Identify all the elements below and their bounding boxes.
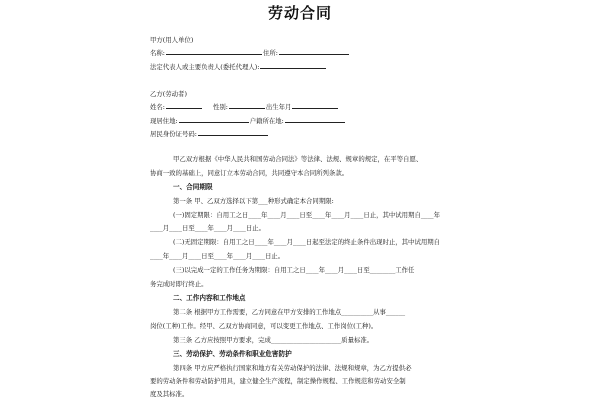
article-2-line-2: 岗位(工种)工作。经甲、乙双方协商同意，可以变更工作地点、工作岗位(工种)。 <box>150 322 378 330</box>
party-b-name-blank <box>166 102 202 109</box>
document-title: 劳动合同 <box>267 4 332 22</box>
party-a-name-blank <box>166 48 262 55</box>
party-b-id-blank <box>198 129 268 136</box>
party-b-hukou-label: 户籍所在地: <box>249 117 284 125</box>
party-a-address-label: 住所: <box>262 49 278 57</box>
party-a-rep-label: 法定代表人或主要负责人(委托代理人): <box>150 63 260 71</box>
article-4-line-2: 要的劳动条件和劳动防护用具，建立健全生产流程，制定操作规程、工作规范和劳动安全制 <box>150 377 406 385</box>
party-b-home-label: 现居住地: <box>150 117 178 125</box>
article-1-option-1-line-1: (一)固定期限：自用工之日____年____月____日至____年____月____日止，其中试用期自____年 <box>173 211 441 219</box>
party-b-id-label: 居民身份证号码: <box>150 130 197 138</box>
article-3: 第三条 乙方应按照甲方要求，完成______________________质量标准。 <box>173 336 374 344</box>
article-1-option-2-line-2: ____年____月____日至____年____月____日止。 <box>150 252 285 260</box>
article-1-option-3-line-2: 务完成时即行终止。 <box>150 280 208 288</box>
party-a-rep-blank <box>260 62 326 69</box>
intro-line-2: 协商一致的基础上，同意订立本劳动合同，共同遵守本合同所列条款。 <box>150 169 349 177</box>
section-2-title: 二、工作内容和工作地点 <box>173 294 246 302</box>
party-b-gender-blank <box>229 102 265 109</box>
party-b-birth-label: 出生年月 <box>265 103 292 111</box>
article-1-option-2-line-1: (二)无固定期限：自用工之日____年____月____日起至法定的终止条件出现时止，其中试用期自 <box>173 238 441 246</box>
party-a-heading: 甲方(用人单位) <box>150 36 194 44</box>
article-1: 第一条 甲、乙双方选择以下第___种形式确定本合同期限: <box>173 197 334 205</box>
party-b-home-blank <box>179 116 249 123</box>
party-a-name-label: 名称: <box>150 49 165 57</box>
section-1-title: 一、合同期限 <box>173 183 213 191</box>
party-a-address-blank <box>279 48 349 55</box>
party-b-gender-label: 性别: <box>212 103 228 111</box>
party-b-heading: 乙方(劳动者) <box>150 90 187 98</box>
party-b-name-label: 姓名: <box>150 103 165 111</box>
party-b-hukou-blank <box>285 116 345 123</box>
party-a-name-line <box>150 48 350 57</box>
article-4-line-3: 度及其标准。 <box>150 390 189 398</box>
section-3-title: 三、劳动保护、劳动条件和职业危害防护 <box>173 350 292 358</box>
article-1-option-1-line-2: ____月____日至____年____月____日止。 <box>150 224 266 232</box>
article-2-line-1: 第二条 根据甲方工作需要，乙方同意在甲方安排的工作地点__________从事______ <box>173 308 406 316</box>
article-4-line-1: 第四条 甲方应严格执行国家和地方有关劳动保护的法律、法规和规章，为乙方提供必 <box>173 364 412 372</box>
intro-line-1: 甲乙双方根据《中华人民共和国劳动合同法》等法律、法规、规章的规定，在平等自愿、 <box>173 155 423 163</box>
article-1-option-3-line-1: (三)以完成一定的工作任务为期限：自用工之日____年____月____日至________工作任 <box>173 266 415 274</box>
party-b-birth-blank <box>292 102 338 109</box>
party-b-address-line <box>150 116 346 125</box>
party-a-rep-line <box>150 62 327 71</box>
party-b-name-line <box>150 102 339 111</box>
party-b-id-line <box>150 129 269 138</box>
